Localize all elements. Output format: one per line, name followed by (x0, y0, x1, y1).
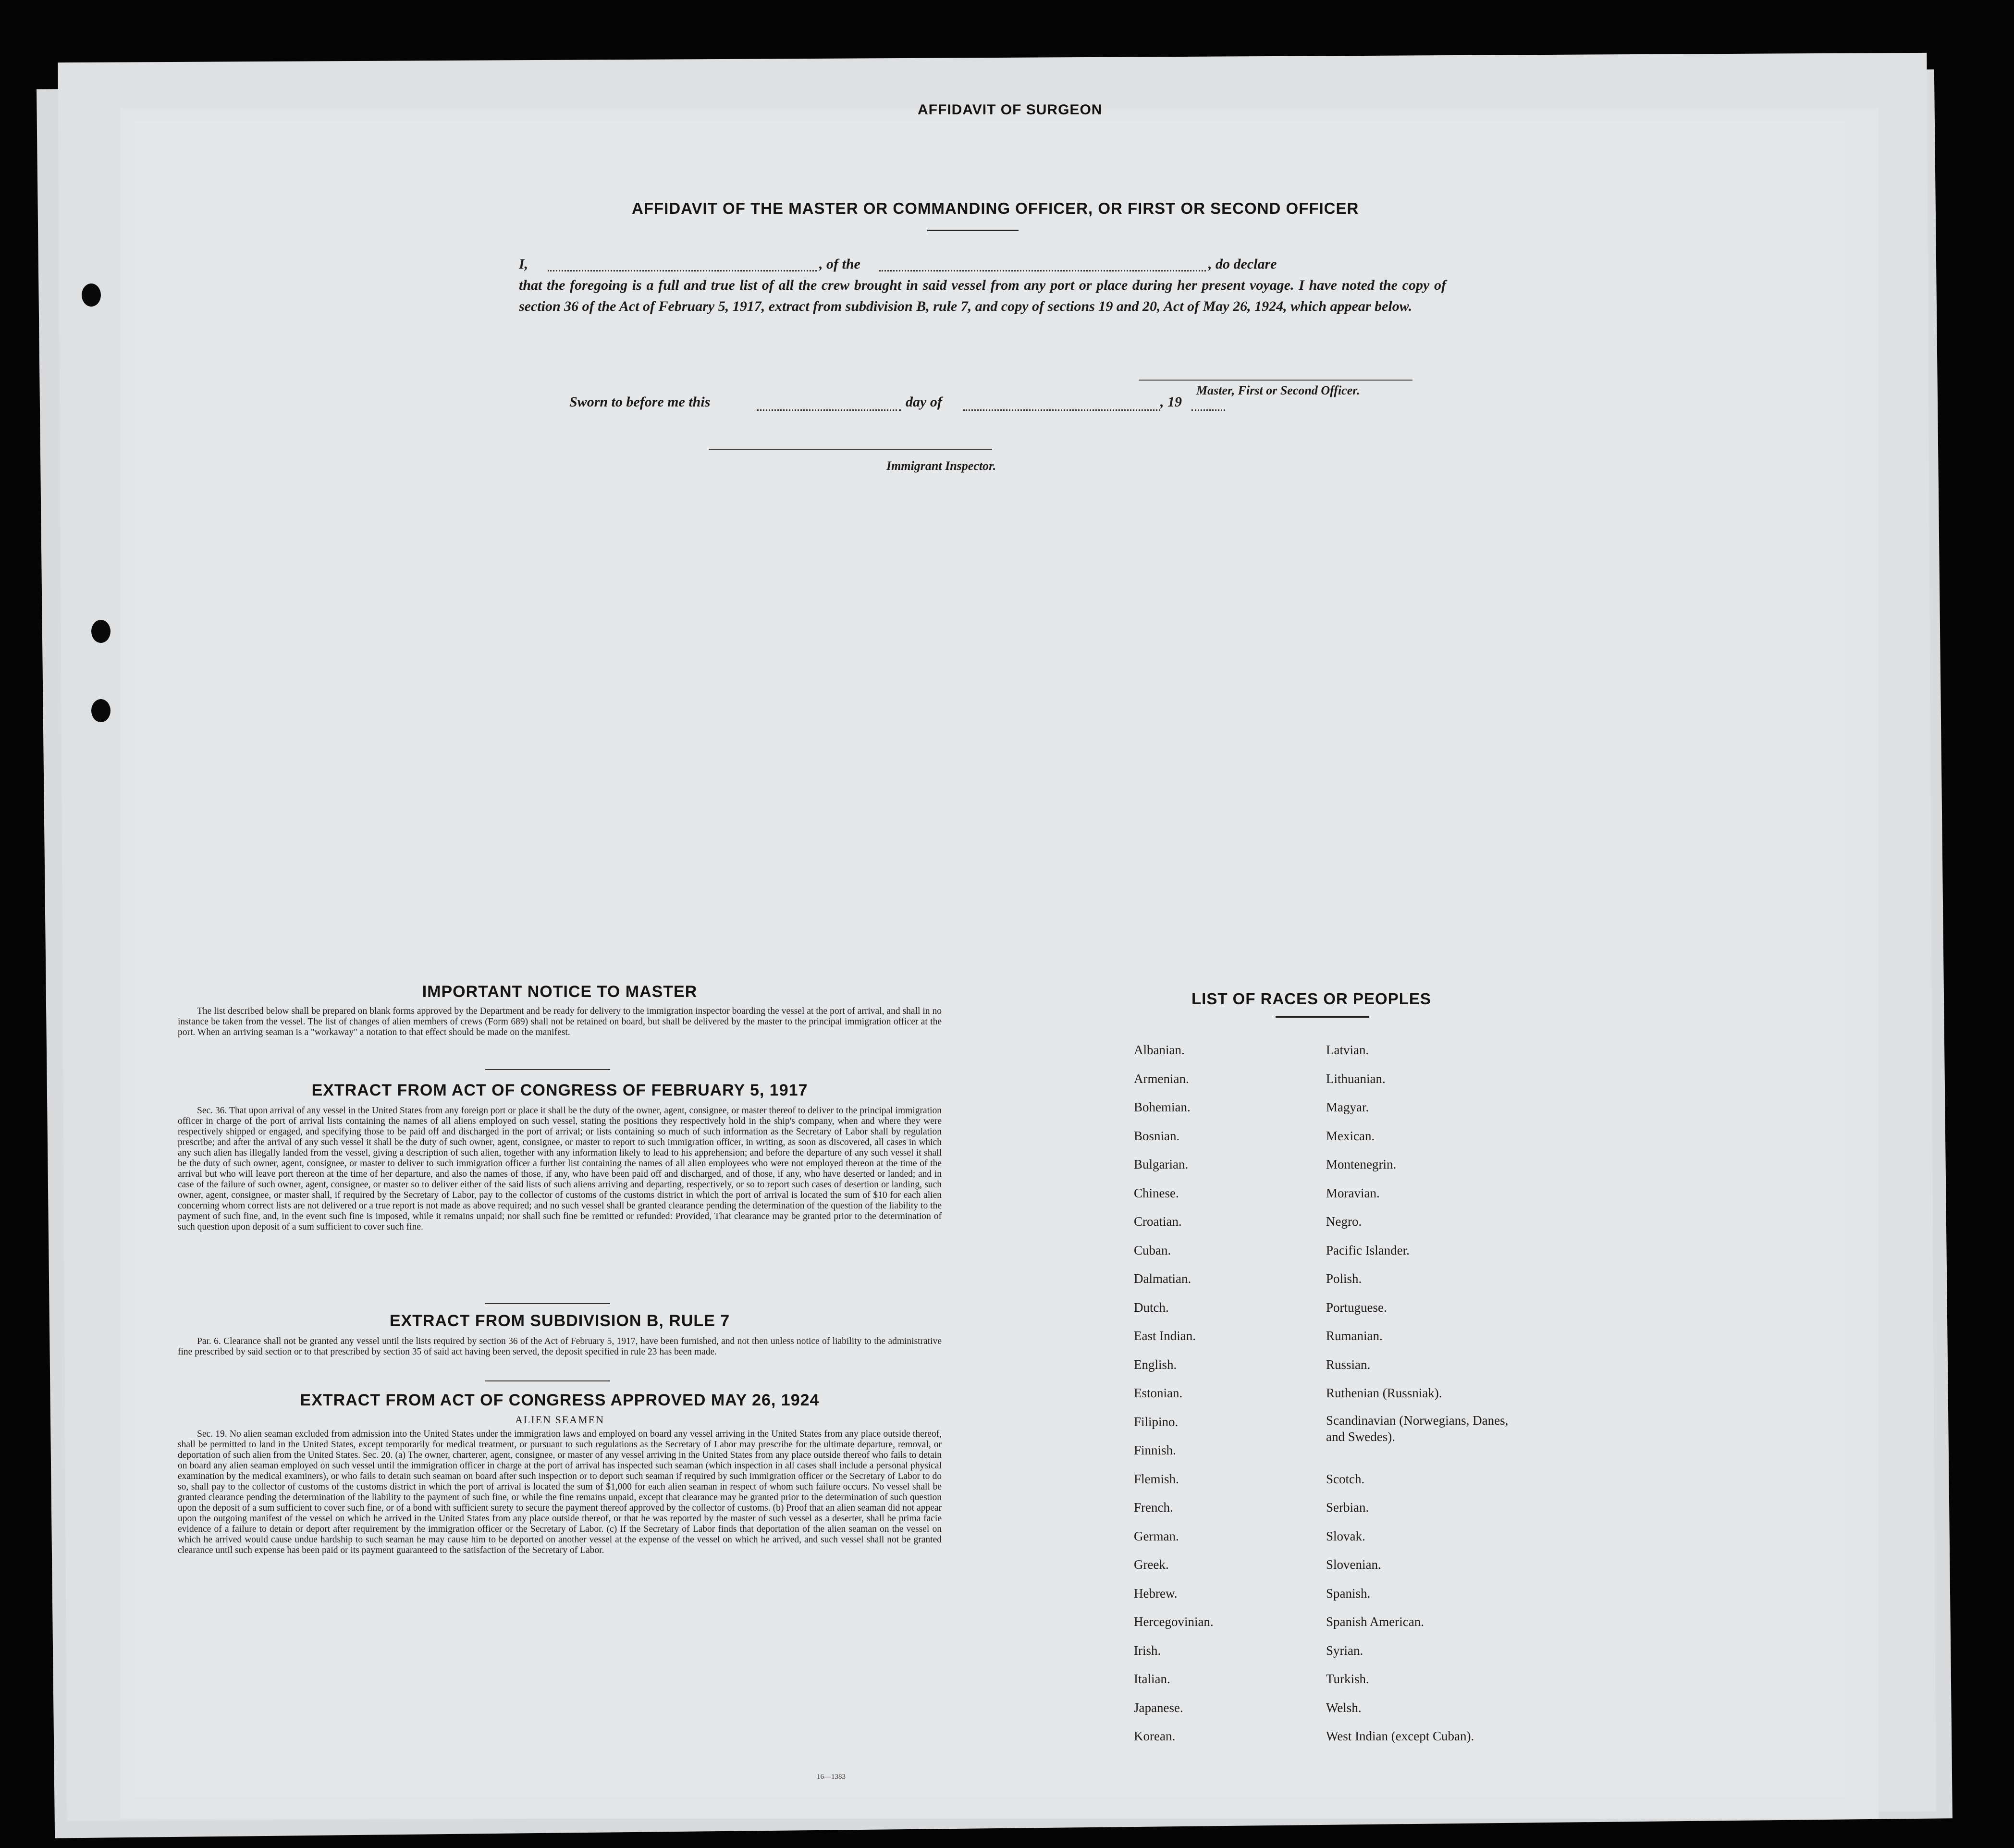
race-item: French. (1134, 1500, 1173, 1515)
race-item: Montenegrin. (1326, 1157, 1397, 1171)
race-item: Portuguese. (1326, 1300, 1387, 1315)
sworn-day-field[interactable] (757, 409, 901, 411)
crew-list-form (135, 120, 1845, 1797)
race-item (1326, 1412, 1509, 1469)
inspector-label: Immigrant Inspector. (886, 459, 996, 473)
race-item: Italian. (1134, 1672, 1170, 1686)
race-item: Chinese. (1134, 1185, 1179, 1200)
race-item: Scotch. (1326, 1471, 1365, 1486)
race-item: Croatian. (1134, 1214, 1182, 1229)
extract-1917-body: Sec. 36. That upon arrival of any vessel in the United States from any foreign port or place it shall be the duty of the owner, agent, consignee, or master thereof to deliver to the principal immigration officer in charge of the port of arrival lists containing the names of all aliens employed on such vessel, stating the positions they respectively hold in the ship's company, when and where they were respectively shipped or engaged, and specifying those to be paid off and discharged in the port of arrival; or lists containing so much of such information as the Secretary of Labor shall by regulation prescribe; and after the arrival of any such vessel it shall be the duty of such owner, agent, consignee, or master to report to such immigration officer, in writing, as soon as discovered, all cases in which any such alien has illegally landed from the vessel, giving a description of such alien, together with any information likely to lead to his apprehension; and before the departure of any such vessel it shall be the duty of such owner, agent, consignee, or master to deliver to such immigration officer a further list containing the names of all alien employees who were not employed thereon at the time of the arrival but who will leave port thereon at the time of her departure, and also the names of those, if any, who have been paid off and discharged, and of those, if any, who have deserted or landed; and in case of the failure of such owner, agent, consignee, or master so to deliver either of the said lists of such aliens arriving and departing, respectively, or so to report such cases of desertion or landing, such owner, agent, consignee, or master shall, if required by the Secretary of Labor, pay to the collector of customs of the customs district in which the port of arrival is located the sum of $10 for each alien concerning whom correct lists are not delivered or a true report is not made as above required; and no such vessel shall be granted clearance pending the determination of the question of the liability to the payment of such fine, and, in the event such fine is imposed, while it remains unpaid; nor shall such fine be remitted or refunded: Provided, That clearance may be granted prior to the determination of such question upon deposit of a sum sufficient to cover such fine. (178, 1106, 942, 1232)
race-item: Irish. (1134, 1643, 1161, 1658)
race-item: Moravian. (1326, 1185, 1380, 1200)
extract-1924-body: Sec. 19. No alien seaman excluded from admission into the United States under the immigration laws and employed on board any vessel arriving in the United States from any place outside thereof, shall be permitted to land in the United States, except temporarily for medical treatment, or pursuant to such regulations as the Secretary of Labor may prescribe for the ultimate departure, removal, or deportation of such alien from the United States. Sec. 20. (a) The owner, charterer, agent, consignee, or master of any vessel arriving in the United States from any place outside thereof who fails to detain on board any alien seaman employed on such vessel until the immigration officer in charge at the port of arrival has inspected such seaman (which inspection in all cases shall include a personal physical examination by the medical examiners), or who fails to detain such seaman on board after such inspection or to deport such seaman if required by such immigration officer or the Secretary of Labor to do so, shall pay to the collector of customs of the customs district in which the port of arrival is located the sum of $1,000 for each alien seaman in respect of whom such failure occurs. No vessel shall be granted clearance pending the determination of the liability to the payment of such fine, or while the fine remains unpaid, except that clearance may be granted prior to the determination of such question upon the deposit of a sum sufficient to cover such fine, or of a bond with sufficient surety to secure the payment thereof approved by the collector of customs. (b) Proof that an alien seaman did not appear upon the outgoing manifest of the vessel on which he arrived in the United States from any place outside thereof, or that he was reported by the master of such vessel as a deserter, shall be prima facie evidence of a failure to detain or deport after requirement by the immigration officer or the Secretary of Labor. (c) If the Secretary of Labor finds that deportation of the alien seaman on the vessel on which he arrived would cause undue hardship to such seaman he may cause him to be deported on another vessel at the expense of the vessel on which he arrived, and such vessel shall not be granted clearance until such expense has been paid or its payment guaranteed to the satisfaction of the Secretary of Labor. (178, 1429, 942, 1555)
race-item: Spanish American. (1326, 1614, 1424, 1629)
race-item: Albanian. (1134, 1043, 1185, 1057)
race-item: Lithuanian. (1326, 1071, 1386, 1086)
race-item: Syrian. (1326, 1643, 1363, 1658)
sworn-year-field[interactable] (1191, 409, 1225, 411)
race-item: Slovenian. (1326, 1557, 1381, 1572)
races-title: LIST OF RACES OR PEOPLES (1191, 990, 1431, 1008)
race-item: West Indian (except Cuban). (1326, 1729, 1474, 1743)
section-divider (485, 1380, 610, 1381)
inspector-signature-line[interactable] (709, 449, 992, 450)
sworn-day-of-label: day of (906, 394, 942, 410)
punch-hole (91, 699, 111, 722)
section-divider (485, 1069, 610, 1070)
race-item: Pacific Islander. (1326, 1243, 1410, 1257)
races-left-column (1134, 1040, 1214, 1755)
race-item: Filipino. (1134, 1414, 1179, 1429)
master-name-field[interactable] (548, 270, 817, 271)
race-item: Bosnian. (1134, 1128, 1180, 1143)
race-item: Mexican. (1326, 1128, 1375, 1143)
race-item: Dalmatian. (1134, 1271, 1191, 1286)
surgeon-affidavit-heading: AFFIDAVIT OF SURGEON (918, 102, 1103, 118)
rule7-section (178, 1312, 942, 1357)
title-underline (927, 230, 1019, 231)
race-item: Welsh. (1326, 1700, 1362, 1715)
races-title-underline (1276, 1016, 1369, 1018)
declaration-of-the-label: , of the (819, 256, 860, 272)
declaration-do-declare-label: , do declare (1208, 256, 1277, 272)
race-item: Polish. (1326, 1271, 1362, 1286)
race-item: Negro. (1326, 1214, 1362, 1229)
race-item: Korean. (1134, 1729, 1176, 1743)
race-item: Finnish. (1134, 1443, 1176, 1457)
race-item: Magyar. (1326, 1100, 1369, 1114)
sworn-year-label: , 19 (1160, 394, 1182, 410)
punch-hole (82, 283, 101, 307)
declaration-body: that the foregoing is a full and true list of all the crew brought in said vessel from any port or place during her present voyage. I have noted the copy of section 36 of the Act of February 5, 1917, extract from subdivision B, rule 7, and copy of sections 19 and 20, Act of May 26, 1924, which appear below. (519, 277, 1446, 314)
race-item: Latvian. (1326, 1043, 1369, 1057)
race-item-text: Scandinavian (Norwegians, Danes, and Swedes). (1326, 1413, 1509, 1444)
race-item: East Indian. (1134, 1329, 1196, 1343)
important-notice-section (178, 983, 942, 1038)
sworn-prefix: Sworn to before me this (569, 394, 711, 410)
punch-hole (91, 620, 111, 643)
race-item: Dutch. (1134, 1300, 1169, 1315)
race-item: Serbian. (1326, 1500, 1369, 1515)
extract-1924-title: EXTRACT FROM ACT OF CONGRESS APPROVED MAY 26, 1924 (300, 1391, 820, 1409)
affidavit-title: AFFIDAVIT OF THE MASTER OR COMMANDING OFFICER, OR FIRST OR SECOND OFFICER (632, 199, 1359, 217)
race-item: Estonian. (1134, 1386, 1183, 1400)
signature-line[interactable] (1139, 380, 1412, 381)
race-item: Bulgarian. (1134, 1157, 1189, 1171)
extract-1924-section (178, 1391, 942, 1556)
extract-1917-section (178, 1081, 942, 1232)
race-item: Flemish. (1134, 1471, 1179, 1486)
rule7-title: EXTRACT FROM SUBDIVISION B, RULE 7 (389, 1312, 730, 1330)
race-item: Hercegovinian. (1134, 1614, 1214, 1629)
section-divider (485, 1303, 610, 1304)
race-item: Ruthenian (Russniak). (1326, 1386, 1442, 1400)
race-item: Cuban. (1134, 1243, 1171, 1257)
race-item: Hebrew. (1134, 1586, 1178, 1601)
race-item: Russian. (1326, 1357, 1371, 1372)
sworn-month-field[interactable] (963, 409, 1160, 411)
alien-seamen-subtitle: ALIEN SEAMEN (515, 1414, 604, 1426)
race-item: Bohemian. (1134, 1100, 1191, 1114)
declaration-i-label: I, (519, 256, 528, 272)
declaration-paragraph (519, 254, 1576, 317)
rule7-body: Par. 6. Clearance shall not be granted any vessel until the lists required by section 36 of the Act of February 5, 1917, have been furnished, and not then unless notice of liability to the administrative fine prescribed by said section or to that prescribed by section 35 of said act having been served, the deposit specified in rule 23 has been made. (178, 1336, 942, 1357)
race-item: Spanish. (1326, 1586, 1371, 1601)
race-item: English. (1134, 1357, 1177, 1372)
race-item: Japanese. (1134, 1700, 1183, 1715)
race-item: Turkish. (1326, 1672, 1369, 1686)
vessel-name-field[interactable] (879, 270, 1206, 271)
important-notice-body: The list described below shall be prepared on blank forms approved by the Department and be ready for delivery to the immigration inspector boarding the vessel at the port of arrival, and shall in no instance be taken from the vessel. The list of changes of alien members of crews (Form 689) shall not be retained on board, but shall be delivered by the master to the principal immigration officer at the port. When an arriving seaman is a "workaway" a notation to that effect should be made on the manifest. (178, 1006, 942, 1037)
race-item: Rumanian. (1326, 1329, 1383, 1343)
race-item: German. (1134, 1528, 1179, 1543)
extract-1917-title: EXTRACT FROM ACT OF CONGRESS OF FEBRUARY 5, 1917 (311, 1081, 808, 1099)
race-item: Greek. (1134, 1557, 1169, 1572)
race-item: Armenian. (1134, 1071, 1189, 1086)
race-item: Slovak. (1326, 1528, 1365, 1543)
master-signature-label: Master, First or Second Officer. (1196, 383, 1360, 397)
races-right-column (1326, 1040, 1509, 1755)
form-number: 16—1383 (817, 1773, 846, 1781)
important-notice-title: IMPORTANT NOTICE TO MASTER (422, 983, 698, 1001)
